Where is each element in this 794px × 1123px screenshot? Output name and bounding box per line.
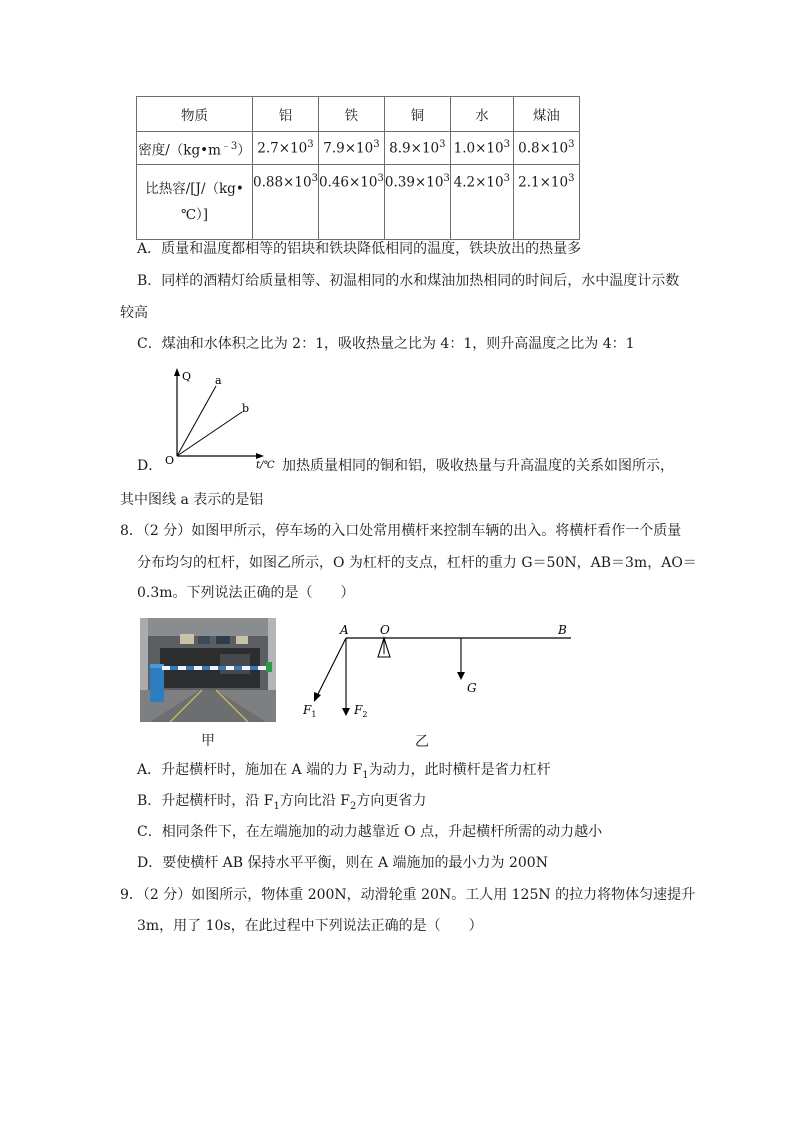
graph-line-a — [177, 386, 216, 456]
density-cell — [384, 132, 450, 165]
origin-label: O — [165, 454, 175, 467]
q8-stem-line1: 8．（2 分）如图甲所示，停车场的入口处常用横杆来控制车辆的出入。将横杆看作一个质量 — [120, 523, 682, 539]
table-row-heat-capacity — [137, 165, 580, 240]
density-label: 密度/（kg•m — [138, 142, 221, 159]
q7-option-d-line2: 其中图线 a 表示的是铝 — [120, 492, 264, 508]
figure-yi-label: 乙 — [415, 734, 429, 750]
q7-option-d-text: 加热质量相同的铜和铝，吸收热量与升高温度的关系如图所示， — [282, 458, 674, 474]
heat-exponent: 3 — [503, 173, 510, 184]
table-header-cell: 铝 — [253, 97, 319, 132]
q8-option-a-pre: A．升起横杆时，施加在 A 端的力 F — [137, 762, 363, 778]
graph-line-b — [177, 412, 242, 456]
heat-label-cell — [137, 165, 253, 240]
heat-value: 0.88×10 — [253, 174, 312, 191]
q-axis-arrow-icon — [174, 368, 180, 376]
density-exponent: 3 — [503, 139, 510, 151]
heat-exponent: 3 — [311, 173, 318, 184]
density-cell — [318, 132, 384, 165]
point-o-label: O — [380, 623, 390, 637]
heat-exponent: 3 — [443, 173, 450, 184]
density-cell — [513, 132, 579, 165]
q8-option-b-mid: 方向比沿 F — [279, 793, 350, 809]
q8-option-c: C．相同条件下，在左端施加的动力越靠近 O 点，升起横杆所需的动力越小 — [137, 824, 603, 840]
heat-label-line1: 比热容/[J/（kg• — [145, 181, 244, 197]
force-f1-line — [317, 638, 346, 696]
density-exponent: ﹣3 — [220, 141, 238, 153]
q8-stem-line3: 0.3m。下列说法正确的是（ ） — [137, 585, 355, 601]
table-header-cell: 水 — [450, 97, 513, 132]
t-axis-arrow-icon — [256, 453, 264, 459]
force-f1-letter: F — [303, 703, 312, 717]
density-exponent: 3 — [307, 139, 314, 151]
q-axis-label: Q — [182, 370, 192, 383]
density-cell — [450, 132, 513, 165]
heat-label-line2: ℃）] — [180, 207, 209, 223]
q9-stem-line2: 3m，用了 10s，在此过程中下列说法正确的是（ ） — [137, 918, 483, 934]
density-value: 0.8×10 — [518, 140, 569, 157]
q8-option-a-sub: 1 — [362, 769, 369, 781]
heat-value: 0.46×10 — [318, 174, 378, 191]
heat-exponent: 3 — [377, 173, 384, 184]
gravity-label: G — [467, 681, 477, 695]
q8-option-b-sub2: 2 — [350, 800, 357, 812]
force-f1-label — [302, 703, 316, 719]
heat-cell — [513, 165, 579, 240]
table-header-cell: 铁 — [318, 97, 384, 132]
gravity-arrow-icon — [457, 672, 465, 680]
point-a-label: A — [340, 623, 349, 637]
heat-cell — [450, 165, 513, 240]
q7-option-b-line1: B．同样的酒精灯给质量相等、初温相同的水和煤油加热相同的时间后，水中温度计示数 — [137, 273, 680, 289]
table-header-cell: 煤油 — [513, 97, 579, 132]
heat-cell — [253, 165, 319, 240]
density-value: 1.0×10 — [453, 140, 504, 157]
heat-cell — [384, 165, 450, 240]
q7-option-c: C．煤油和水体积之比为 2：1，吸收热量之比为 4：1，则升高温度之比为 4：1 — [137, 336, 635, 352]
heat-cell — [318, 165, 384, 240]
density-exponent: 3 — [373, 139, 380, 151]
q8-option-b-pre: B．升起横杆时，沿 F — [137, 793, 274, 809]
heat-value: 0.39×10 — [384, 174, 444, 191]
force-f2-arrow-icon — [342, 708, 350, 716]
q8-option-b — [137, 791, 697, 817]
line-b-label: b — [242, 402, 250, 415]
q7-option-b-line2: 较高 — [120, 305, 148, 321]
point-b-label: B — [558, 623, 567, 637]
lever-diagram — [296, 620, 586, 725]
q7-option-d-prefix: D． — [137, 458, 163, 474]
density-cell — [253, 132, 319, 165]
heat-temperature-graph — [160, 364, 290, 474]
parking-gate-photo-image — [140, 618, 276, 722]
parking-gate-photo — [140, 618, 276, 722]
q9-stem-line1: 9．（2 分）如图所示，物体重 200N，动滑轮重 20N。工人用 125N 的拉力将物体匀速提升 — [120, 887, 696, 903]
line-a-label: a — [215, 374, 222, 387]
density-exponent: 3 — [439, 139, 446, 151]
t-axis-label: t/℃ — [256, 460, 275, 471]
q8-option-d: D．要使横杆 AB 保持水平平衡，则在 A 端施加的最小力为 200N — [137, 855, 548, 871]
force-f1-subscript: 1 — [311, 710, 317, 719]
density-value: 8.9×10 — [389, 140, 440, 157]
force-f2-label — [353, 703, 367, 719]
table-header-row — [137, 97, 580, 132]
density-value: 7.9×10 — [323, 140, 374, 157]
table-header-cell: 物质 — [137, 97, 253, 132]
heat-value: 4.2×10 — [453, 174, 504, 191]
table-header-cell: 铜 — [384, 97, 450, 132]
table-row-density — [137, 132, 580, 165]
heat-exponent: 3 — [568, 173, 575, 184]
density-label-close: ） — [237, 142, 251, 159]
force-f2-letter: F — [354, 703, 363, 717]
force-f1-arrow-icon — [314, 692, 321, 702]
figure-jia-label: 甲 — [201, 733, 215, 749]
density-value: 2.7×10 — [257, 140, 308, 157]
q8-option-b-post: 方向更省力 — [356, 793, 427, 809]
q8-stem-line2: 分布均匀的杠杆，如图乙所示，O 为杠杆的支点，杠杆的重力 G＝50N，AB＝3m，AO＝ — [137, 555, 697, 571]
density-exponent: 3 — [568, 139, 575, 151]
force-f2-subscript: 2 — [362, 710, 368, 719]
properties-table — [136, 96, 580, 240]
q8-option-a-post: 为动力，此时横杆是省力杠杆 — [368, 762, 551, 778]
heat-value: 2.1×10 — [518, 174, 569, 191]
q8-option-b-sub1: 1 — [273, 800, 280, 812]
q8-option-a — [137, 760, 697, 786]
q7-option-a: A．质量和温度都相等的铝块和铁块降低相同的温度，铁块放出的热量多 — [137, 241, 582, 257]
density-label-cell — [137, 132, 253, 165]
